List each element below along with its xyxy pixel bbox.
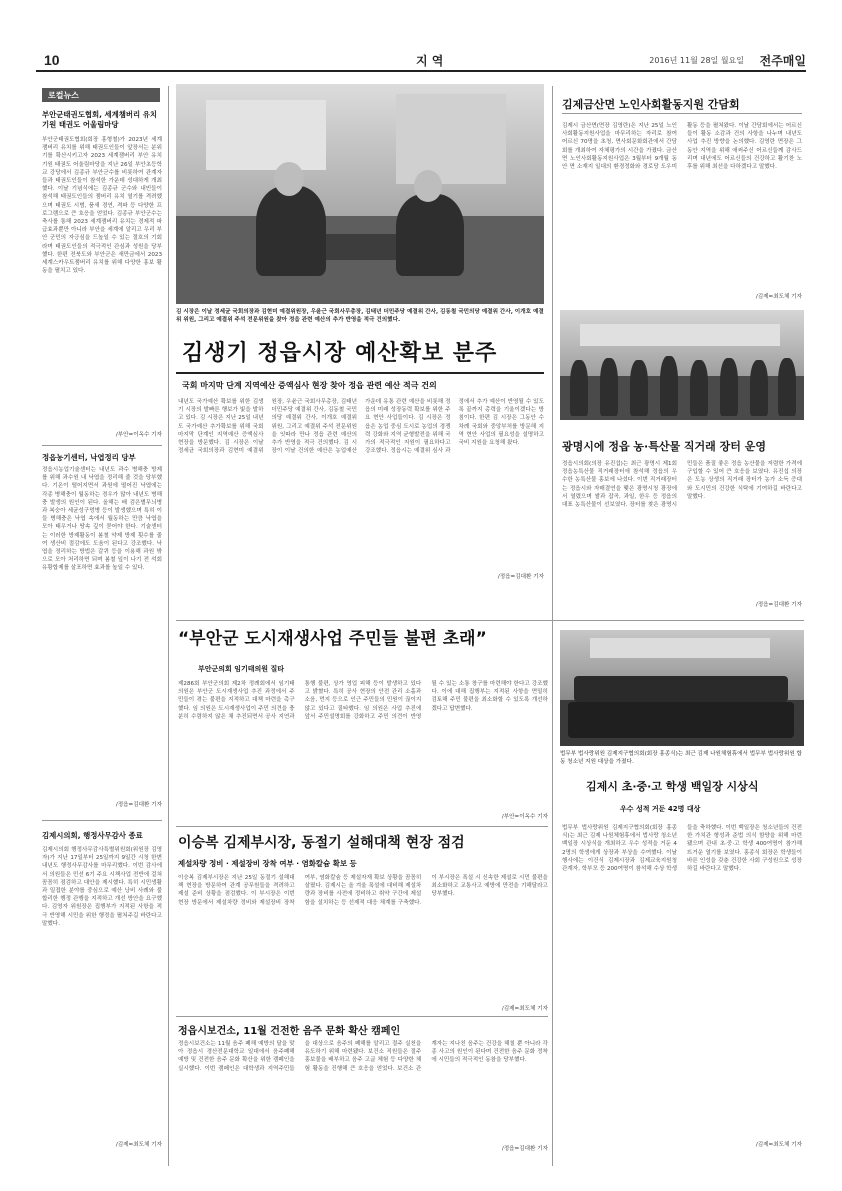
buan-subtitle: 부안군의회 임기태의원 질타	[198, 665, 285, 673]
campaign-body: 정읍시보건소는 11월 음주 폐해 예방의 달을 맞아 정읍시 경산전문대학교 일대에서 음주폐해 예방 및 건전한 음주 문화 확산을 위한 캠페인을 실시했다. 이번 캠페인은 대학생과 지역주민들을 대상으로 음주의 폐해를 알리고 절주 실천을 유도하기 위해 마련됐다. 보건소 직원들은 절주 홍보물을 배부하고 음주 고글 체험 등 다양한 체험 활동을 진행해 큰 호응을 얻었다. 보건소 관계자는 지나친 음주는 건강을 해칠 뿐 아니라 각종 사고의 원인이 된다며 건전한 음주 문화 정착에 시민들의 적극적인 동참을 당부했다.	[178, 1041, 548, 1072]
kim-headline: 이승복 김제부시장, 동절기 설해대책 현장 점검	[178, 835, 465, 851]
divider	[176, 620, 804, 621]
divider	[42, 820, 162, 821]
page-header	[36, 50, 806, 72]
kim-byline: /김제=최도체 기자	[501, 1006, 548, 1012]
main-subheadline: 국회 마지막 단계 지역예산 증액심사 현장 찾아 정읍 관련 예산 적극 건의	[182, 381, 437, 390]
left-article-1-body: 부안군태권도협회(회장 홍형철)가 2023년 세계잼버리 유치를 위해 태권도인들이 앞장서는 분위기를 확산시키고자 2023 세계잼버리 부안 유치 기원 태권도 어울림마당을 지난 26일 부안초등학교 강당에서 김종규 부안군수를 비롯하여 관계자들과 태권도인들이 참석한 가운데 성대하게 개최했다. 이날 기념식에는 김종규 군수와 내빈들이 참석해 태권도인들의 잼버리 유치 열기를 격려했으며 태권도 시범, 품새 경연, 격파 등 다양한 프로그램으로 큰 호응을 얻었다. 김종규 부안군수는 축사를 통해 2023 세계잼버리 유치는 경제적 파급효과뿐만 아니라 부안을 세계에 알리고 우리 부안 군민의 자긍심을 드높일 수 있는 절호의 기회라며 태권도인들의 적극적인 관심과 성원을 당부했다. 한편 전북도와 부안군은 새만금에서 2023 세계스카우트잼버리 유치를 위해 다양한 홍보 활동을 펼치고 있다.	[42, 137, 162, 275]
headline-rule	[176, 372, 544, 374]
right-bottom-title: 김제시 초·중·고 학생 백일장 시상식	[586, 780, 759, 793]
main-article-body: 내년도 국가예산 확보를 위한 김생기 시장의 발빠른 행보가 빛을 발하고 있다. 김 시장은 지난 25일 내년도 국가예산 추가확보를 위해 국회 마지막 단계인 지역예산 증액심사 현장을 방문했다. 김 시장은 이날 정세균 국회의장과 김현미 예결위원장, 우윤근 국회사무총장, 김태년 더민주당 예결위 간사, 김동철 국민의당 예결위 간사, 이개호 예결위 위원, 그리고 예결위 주석 전문위원을 잇따라 만나 정읍 관련 예산의 추가 반영을 적극 건의했다. 김 시장이 이날 건의한 예산은 농업예산 가운데 유통 관련 예산을 비롯해 정읍의 미래 성장동력 확보를 위한 주요 현안 사업들이다. 김 시장은 정읍은 농업 중심 도시로 농업의 경쟁력 강화와 지역 균형발전을 위해 국가의 적극적인 지원이 필요하다고 강조했다. 정읍시는 예결위 심사 과정에서 추가 예산이 반영될 수 있도록 끝까지 총력을 기울이겠다는 방침이다. 한편 김 시장은 그동안 수차례 국회와 중앙부처를 방문해 지역 현안 사업의 필요성을 설명하고 국비 지원을 요청해 왔다.	[178, 399, 544, 455]
kim-body: 이승복 김제부시장은 지난 25일 동절기 설해대책 현장을 방문하여 관계 공무원들을 격려하고 제설 준비 상황을 점검했다. 이 부시장은 이번 현장 방문에서 제설차량 정비와 제설장비 장착 여부, 염화칼슘 등 제설자재 확보 상황을 꼼꼼히 살폈다. 김제시는 올 겨울 폭설에 대비해 제설차량과 장비를 사전에 정비하고 취약 구간에 제설함을 설치하는 등 선제적 대응 체계를 구축했다. 이 부시장은 폭설 시 신속한 제설로 시민 불편을 최소화하고 교통사고 예방에 만전을 기해달라고 당부했다.	[178, 875, 548, 906]
right-top-body: 김제시 금산면(면장 김영란)은 지난 25일 노인사회활동지원사업을 마무리하는 자리로 참여 어르신 70명을 초청, 면사회문화회관에서 간담회를 개최하여 자체평가의 시간을 가졌다. 금산면 노인사회활동지원사업은 3월부터 9개월 동안 면 소재지 일대의 환경정화와 경로당 도우미 활동 등을 펼쳐왔다. 이날 간담회에서는 어르신들이 활동 소감과 건의 사항을 나누며 내년도 사업 추진 방향을 논의했다. 김영란 면장은 그동안 지역을 위해 애써주신 어르신들께 감사드리며 내년에도 어르신들의 건강하고 활기찬 노후를 위해 최선을 다하겠다고 말했다.	[562, 123, 802, 171]
column-divider	[168, 86, 169, 1166]
right-mid-body: 정읍시의회(의장 유진섭)는 최근 광명시 제1회 정읍농특산물 직거래장터에 참석해 정읍의 우수한 농특산물 홍보에 나섰다. 이번 직거래장터는 정읍시와 자매결연을 맺은 광명시청 광장에서 열렸으며 쌀과 잡곡, 과일, 한우 등 정읍의 대표 농특산물이 선보였다. 장터를 찾은 광명시민들은 품질 좋은 정읍 농산물을 저렴한 가격에 구입할 수 있어 큰 호응을 보였다. 유진섭 의장은 도농 상생의 직거래 장터가 농가 소득 증대와 도시민의 건강한 식탁에 기여하길 바란다고 말했다.	[562, 461, 802, 509]
left-article-1-title: 부안군태권도협회, 세계챔버리 유치기원 태권도 어울림마당	[42, 110, 158, 129]
column-divider	[552, 86, 553, 1166]
main-headline: 김생기 정읍시장 예산확보 분주	[182, 341, 498, 366]
right-bottom-byline: /김제=최도체 기자	[755, 1142, 802, 1148]
main-article-byline: /정읍=김대환 기자	[497, 574, 544, 580]
market-photo	[560, 310, 804, 420]
buan-headline: “부안군 도시재생사업 주민들 불편 초래”	[178, 629, 487, 649]
campaign-byline: /정읍=김대환 기자	[501, 1146, 548, 1152]
divider	[176, 826, 548, 827]
left-article-2-byline: /정읍=김대환 기자	[115, 802, 162, 808]
buan-byline: /부안=이옥수 기자	[501, 814, 548, 820]
main-photo-caption: 김 시장은 이날 정세균 국회의장과 김현미 예결위원장, 우윤근 국회사무총장, 김태년 더민주당 예결위 간사, 김동철 국민의당 예결위 간사, 이개호 예결위 위원, 그리고 예결위 주석 전문위원을 찾아 정읍 관련 예산의 추가 반영을 적극 건의했다.	[176, 309, 544, 323]
left-article-2-body: 정읍시농업기술센터는 내년도 과수 병해충 방제를 위해 과수원 내 낙엽을 정리해 줄 것을 당부했다. 기온이 떨어지면서 과원에 떨어진 낙엽에는 각종 병해충이 월동하는 경우가 많아 내년도 병해충 발생의 원인이 된다. 올해는 배 검은별무늬병과 복숭아 세균성구멍병 등이 발생했으며 특히 이들 병해충은 낙엽 속에서 월동하는 만큼 낙엽을 모아 태우거나 땅속 깊이 묻어야 한다. 기술센터는 이러한 방제활동이 봄철 약제 방제 횟수를 줄여 생산비 절감에도 도움이 된다고 강조했다. 낙엽을 정리하는 방법은 갈퀴 등을 이용해 과원 밖으로 모아 처리하면 되며 봄철 잎이 나기 전 석회유황합제를 살포하면 효과를 높일 수 있다.	[42, 467, 162, 572]
right-mid-title: 광명시에 정읍 농·특산물 직거래 장터 운영	[562, 440, 766, 453]
right-top-title: 김제금산면 노인사회활동지원 간담회	[562, 98, 740, 111]
divider	[42, 445, 162, 446]
buan-body: 제286회 부안군의회 제2차 정례회에서 임기태 의원은 부안군 도시재생사업 추진 과정에서 주민들이 겪는 불편을 지적하고 대책 마련을 촉구했다. 임 의원은 도시재생사업이 주민 의견을 충분히 수렴하지 않은 채 추진되면서 공사 지연과 통행 불편, 상가 영업 피해 등이 발생하고 있다고 밝혔다. 특히 공사 현장의 안전 관리 소홀과 소음, 먼지 등으로 인근 주민들의 민원이 끊이지 않고 있다고 질타했다. 임 의원은 사업 추진에 앞서 주민설명회를 강화하고 주민 의견이 반영될 수 있는 소통 창구를 마련해야 한다고 강조했다. 이에 대해 집행부는 지적된 사항을 면밀히 검토해 주민 불편을 최소화할 수 있도록 개선하겠다고 답변했다.	[178, 681, 548, 720]
section-title: 지 역	[416, 54, 444, 68]
left-article-3-title: 김제시의회, 행정사무감사 종료	[42, 831, 143, 840]
divider	[176, 1016, 548, 1017]
paper-name: 전주매일	[759, 54, 806, 68]
kim-subtitle: 제설차량 정비 · 제설장비 장착 여부 · 염화칼슘 확보 등	[178, 859, 357, 868]
right-top-byline: /김제=최도체 기자	[755, 294, 802, 300]
issue-date: 2016년 11월 28일 월요일	[649, 56, 744, 65]
event-photo-caption: 법무부 법사랑위원 김제지구협의회(회장 홍종식)는 최근 김제 나원체험휴에서 법무부 법사랑위원 합동 청소년 지원 대상을 가졌다.	[560, 751, 802, 765]
left-article-3-byline: /김제=최도체 기자	[115, 1142, 162, 1148]
left-article-1-byline: /부안=이옥수 기자	[115, 432, 162, 438]
page-number: 10	[44, 52, 60, 68]
divider	[562, 113, 802, 114]
left-article-2-title: 정읍농기센터, 낙엽정리 당부	[42, 453, 136, 462]
campaign-headline: 정읍시보건소, 11월 건전한 음주 문화 확산 캠페인	[178, 1026, 401, 1037]
main-photo	[176, 84, 544, 304]
right-bottom-subtitle: 우수 성적 거둔 42명 대상	[620, 805, 701, 813]
local-news-brand: 로컬뉴스	[42, 88, 160, 102]
left-article-3-body: 김제시의회 행정사무감사특별위원회(위원장 김영자)가 지난 17일부터 25일까지 9일간 시청 한변 내년도 행정사무감사를 마무리했다. 이번 감사에서 의원들은 민선 6기 주요 시책사업 전반에 걸쳐 꼼꼼히 점검하고 대안을 제시했다. 특히 시민생활과 밀접한 분야를 중심으로 예산 낭비 사례와 불합리한 행정 관행을 지적하고 개선 방안을 요구했다. 김영자 위원장은 집행부가 지적된 사항을 적극 반영해 시민을 위한 행정을 펼쳐주길 바란다고 말했다.	[42, 847, 162, 927]
right-mid-byline: /정읍=김대환 기자	[755, 602, 802, 608]
event-photo	[560, 630, 804, 746]
right-bottom-body: 법무부 법사랑위원 김제지구협의회(회장 홍종식)는 최근 김제 나원체험휴에서 법사랑 청소년 백일장 시상식을 개최하고 우수 성적을 거둔 42명의 학생에게 상장과 부상을 수여했다. 이날 행사에는 이건식 김제시장과 김제교육지원청 관계자, 학부모 등 200여명이 참석해 수상 학생들을 축하했다. 이번 백일장은 청소년들의 건전한 가치관 형성과 준법 의식 함양을 위해 마련됐으며 관내 초·중·고 학생 400여명이 참가해 뜨거운 열기를 보였다. 홍종식 회장은 학생들이 바른 인성을 갖춘 건강한 사회 구성원으로 성장하길 바란다고 말했다.	[562, 825, 802, 873]
